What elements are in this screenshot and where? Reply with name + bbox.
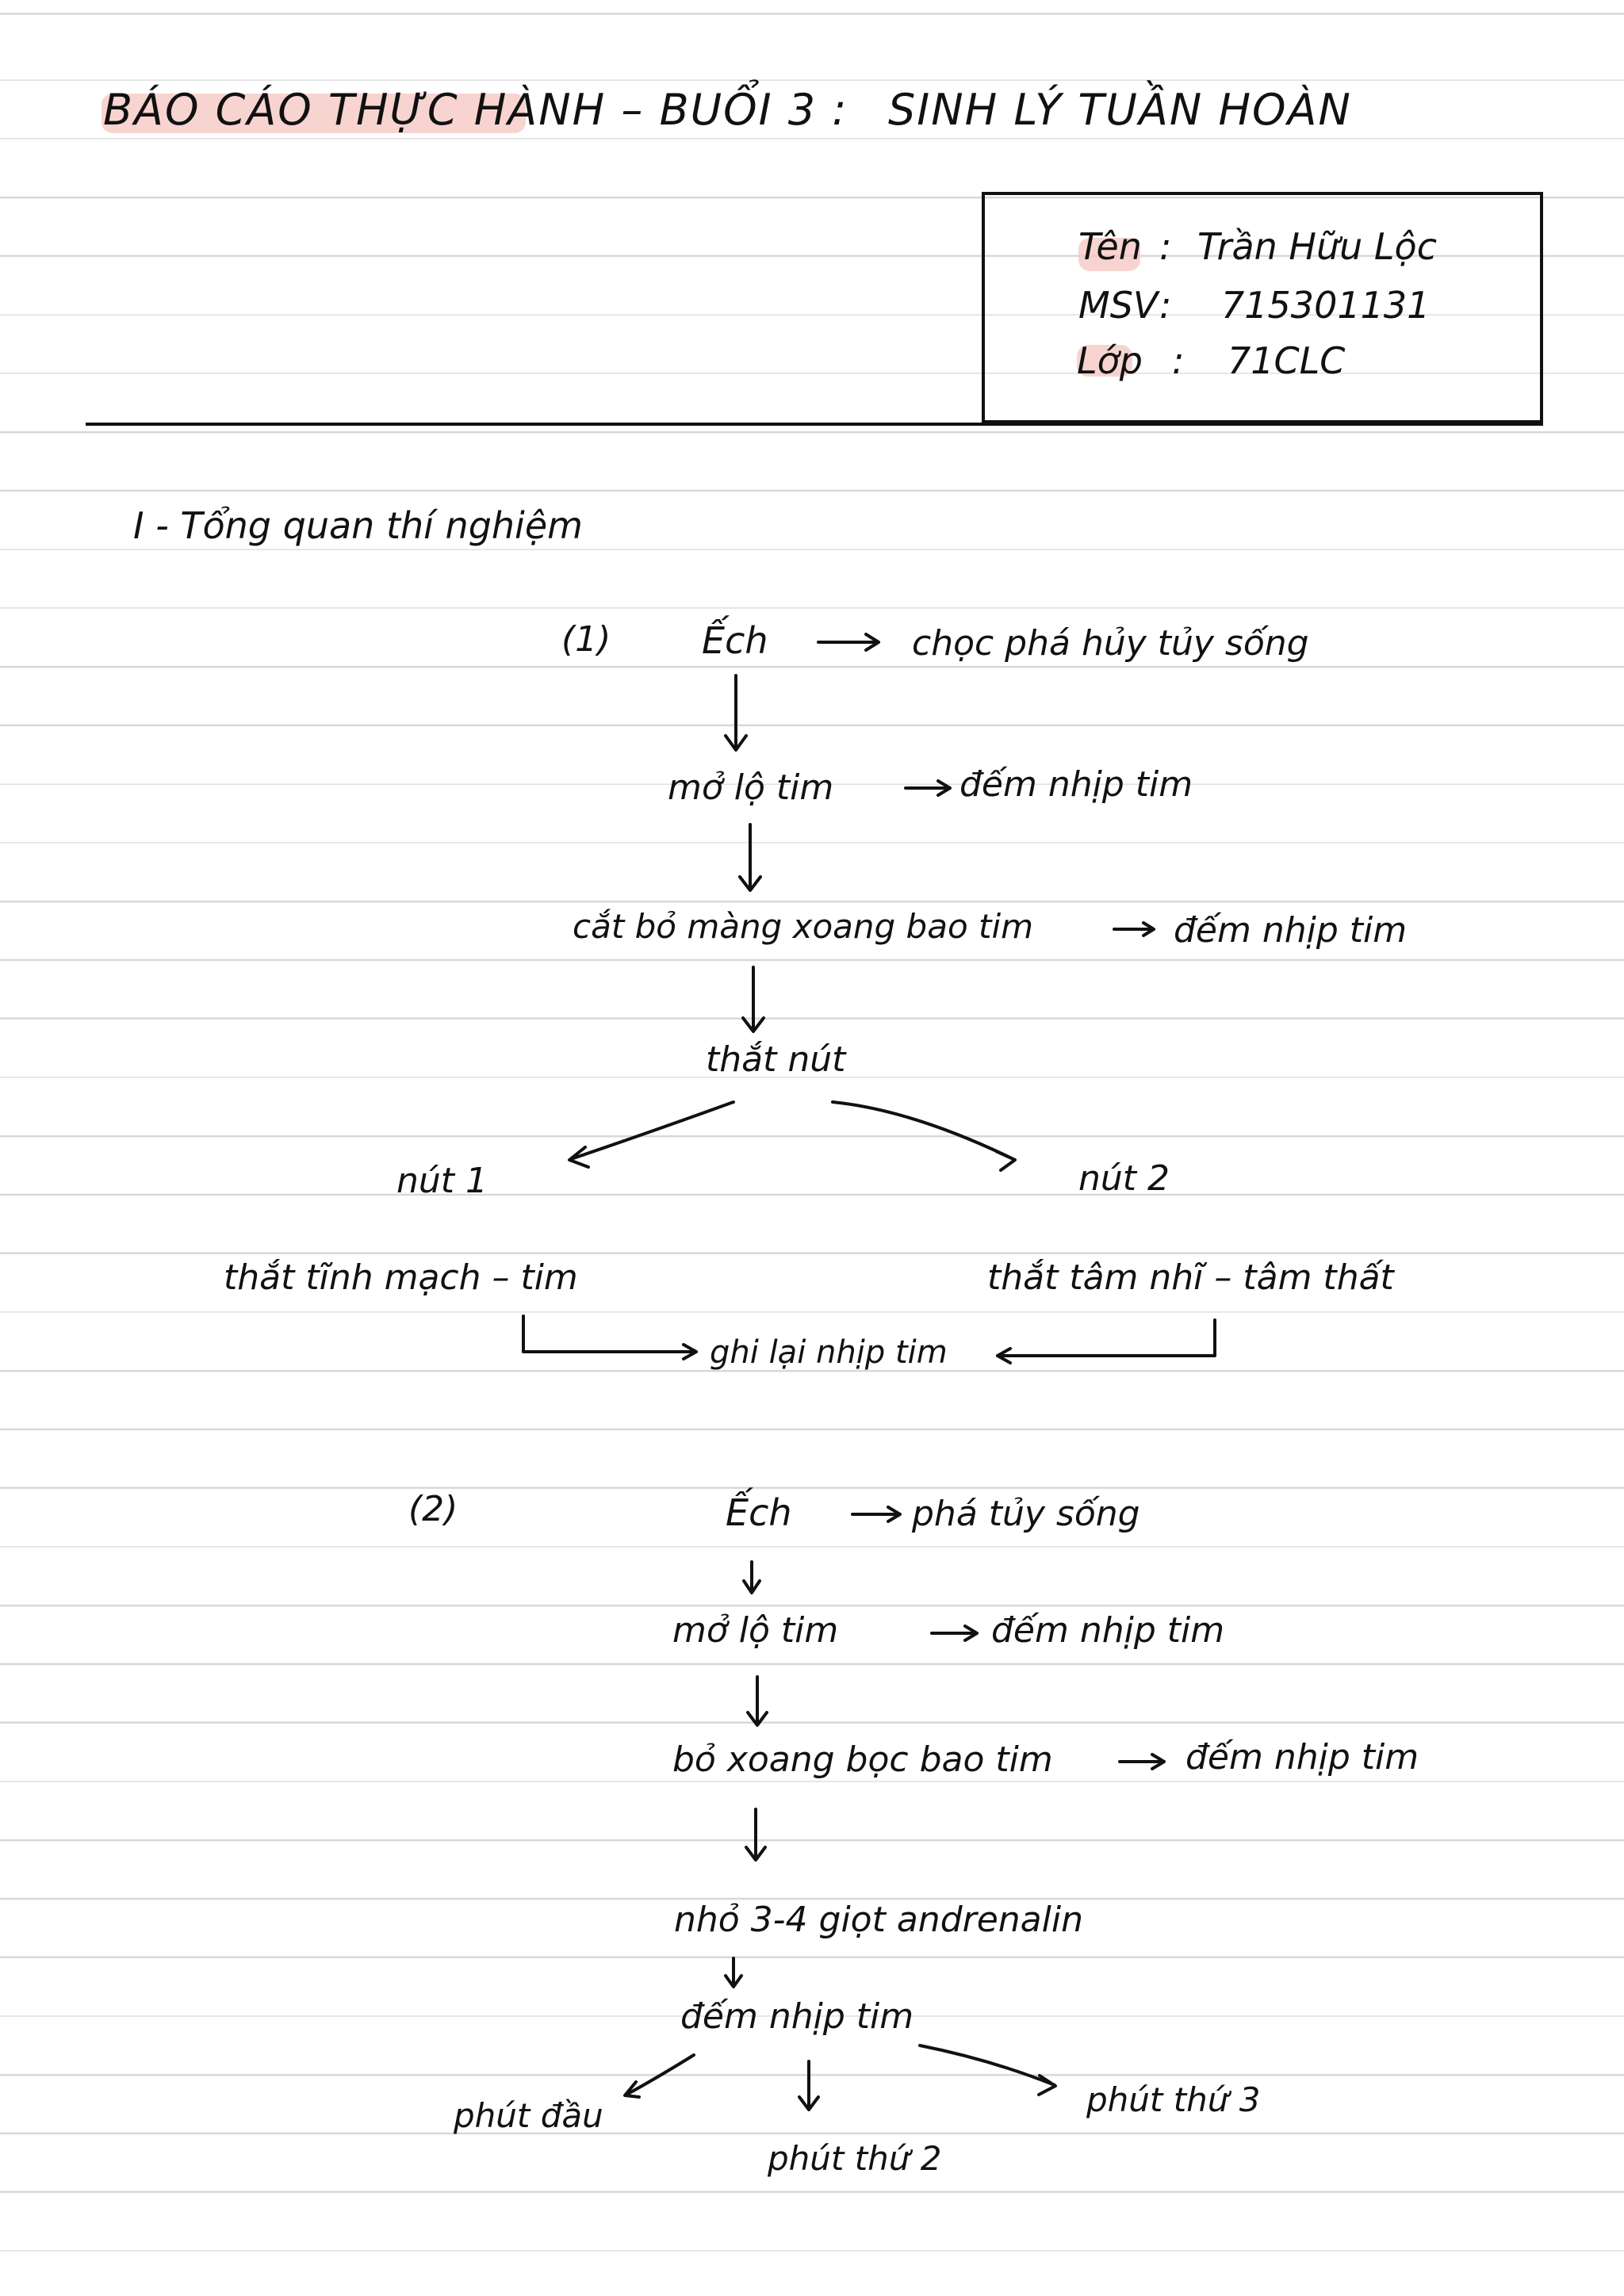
arrow-exp1-merge-left [523,1316,696,1359]
name-separator: : [1159,225,1172,268]
exp2-subject: Ếch [726,1491,792,1534]
exp2-step2: mở lộ tim [672,1610,839,1651]
name-value: Trần Hữu Lộc [1197,225,1437,268]
arrow-exp1-down-1 [726,675,746,750]
arrow-exp1-subject-action [818,634,879,650]
exp1-result: ghi lại nhịp tim [710,1334,948,1371]
arrow-exp1-branch-right [833,1102,1015,1170]
arrow-exp2-step2-action [932,1626,977,1640]
exp1-branch-right: nút 2 [1078,1158,1170,1199]
arrow-exp2-subject-action [852,1507,900,1521]
exp2-step5: đếm nhịp tim [680,1996,914,2037]
id-value: 715301131 [1221,284,1431,327]
arrow-exp1-down-3 [743,967,764,1031]
arrow-exp2-down-1 [744,1562,760,1593]
exp1-branch-right-desc: thắt tâm nhĩ – tâm thất [987,1257,1394,1298]
exp1-branch-left-desc: thắt tĩnh mạch – tim [224,1257,578,1298]
exp2-out-mid: phút thứ 2 [768,2139,942,2178]
header-rule [86,423,1543,426]
exp2-step3: bỏ xoang bọc bao tim [672,1739,1053,1780]
class-label: Lớp [1077,339,1143,382]
class-value: 71CLC [1228,339,1346,382]
id-label: MSV [1078,284,1159,327]
exp1-step4: thắt nút [706,1039,846,1080]
arrow-exp2-down-4 [726,1958,741,1987]
arrow-exp1-down-2 [740,825,760,890]
exp2-step2-action: đếm nhịp tim [991,1610,1225,1651]
exp2-out-right: phút thứ 3 [1086,2080,1261,2119]
exp2-step4: nhỏ 3-4 giọt andrenalin [674,1900,1083,1940]
id-separator: : [1159,284,1172,327]
arrow-exp2-out-mid [799,2061,818,2110]
exp1-step2-action: đếm nhịp tim [959,764,1193,805]
arrow-exp1-branch-left [569,1102,733,1167]
class-separator: : [1172,339,1185,382]
report-topic: SINH LÝ TUẦN HOÀN [888,85,1352,135]
exp1-branch-left: nút 1 [396,1161,488,1201]
exp2-subject-action: phá tủy sống [912,1494,1140,1534]
arrow-exp2-down-3 [746,1809,765,1860]
exp2-number: (2) [408,1489,458,1529]
exp1-number: (1) [561,619,611,660]
arrow-exp2-down-2 [748,1677,767,1725]
report-title: BÁO CÁO THỰC HÀNH – BUỔI 3 : [103,85,848,135]
exp1-step3: cắt bỏ màng xoang bao tim [573,907,1034,946]
exp1-step3-action: đếm nhịp tim [1174,910,1408,951]
name-label: Tên [1078,225,1142,268]
section-heading: I - Tổng quan thí nghiệm [133,504,583,547]
exp2-out-left: phút đầu [454,2096,603,2135]
exp1-subject-action: chọc phá hủy tủy sống [912,623,1309,664]
arrow-exp1-step3-action [1114,923,1154,936]
arrow-exp1-merge-right [998,1320,1215,1363]
exp2-step3-action: đếm nhịp tim [1185,1737,1419,1777]
exp1-step2: mở lộ tim [668,767,834,808]
exp1-subject: Ếch [702,619,768,662]
arrow-exp2-out-left [625,2055,694,2097]
arrow-exp2-step3-action [1120,1755,1164,1769]
arrow-exp1-step2-action [906,781,950,795]
arrow-exp2-out-right [920,2045,1055,2095]
